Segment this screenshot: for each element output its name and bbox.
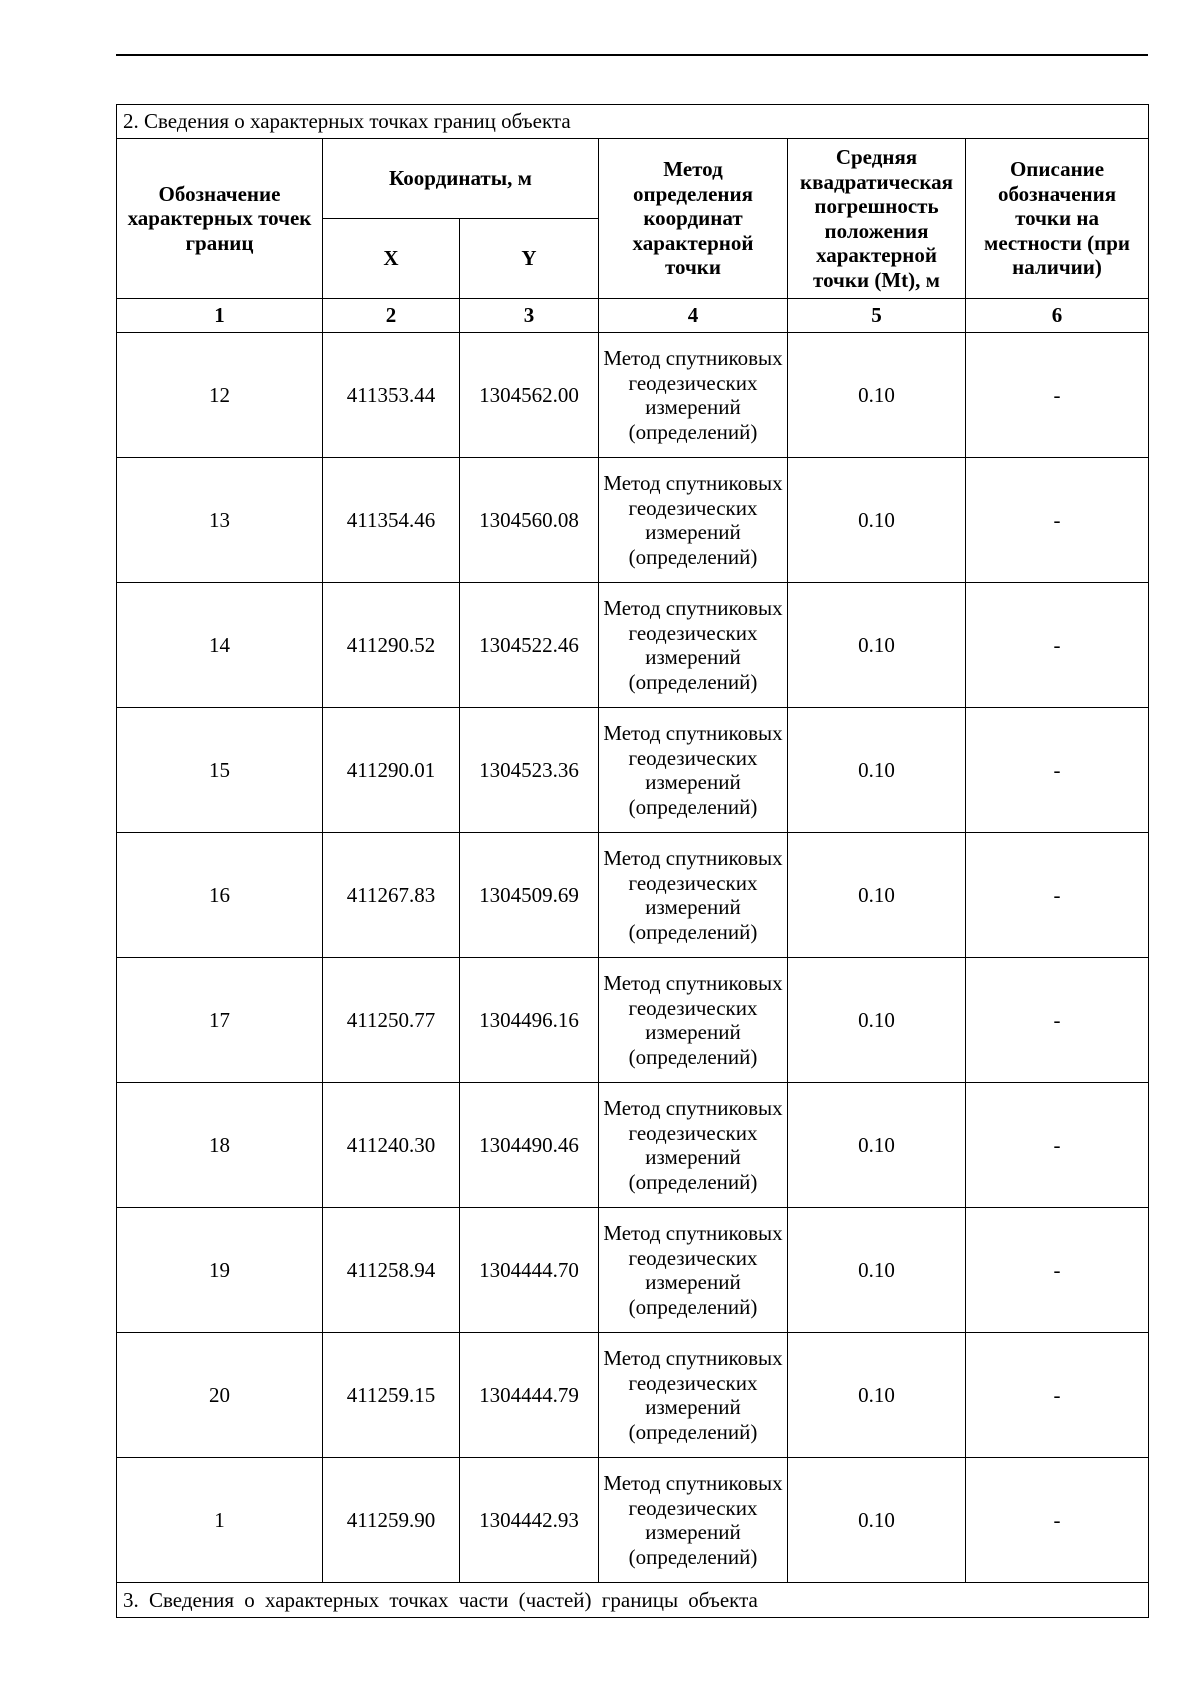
method-cell: Метод спутниковых геодезических измерений (определений)	[599, 1083, 788, 1208]
point-number-cell: 20	[117, 1333, 323, 1458]
table-row	[117, 708, 1149, 833]
header-method: Метод определения координат характерной точки	[599, 139, 788, 299]
description-cell: -	[966, 458, 1149, 583]
point-number-cell: 15	[117, 708, 323, 833]
top-rule	[116, 54, 1148, 56]
x-coordinate-cell: 411267.83	[323, 833, 460, 958]
method-cell: Метод спутниковых геодезических измерений (определений)	[599, 833, 788, 958]
x-coordinate-cell: 411259.15	[323, 1333, 460, 1458]
column-number: 6	[966, 299, 1149, 333]
x-coordinate-cell: 411354.46	[323, 458, 460, 583]
error-cell: 0.10	[788, 958, 966, 1083]
header-designation: Обозначение характерных точек границ	[117, 139, 323, 299]
point-number-cell: 1	[117, 1458, 323, 1583]
point-number-cell: 14	[117, 583, 323, 708]
method-cell: Метод спутниковых геодезических измерений (определений)	[599, 458, 788, 583]
description-cell: -	[966, 1208, 1149, 1333]
error-cell: 0.10	[788, 1208, 966, 1333]
method-cell: Метод спутниковых геодезических измерений (определений)	[599, 958, 788, 1083]
y-coordinate-cell: 1304509.69	[460, 833, 599, 958]
table-row	[117, 333, 1149, 458]
header-x: X	[323, 219, 460, 299]
error-cell: 0.10	[788, 1333, 966, 1458]
section-3-title: 3. Сведения о характерных точках части (частей) границы объекта	[117, 1583, 1149, 1618]
error-cell: 0.10	[788, 458, 966, 583]
x-coordinate-cell: 411258.94	[323, 1208, 460, 1333]
point-number-cell: 13	[117, 458, 323, 583]
y-coordinate-cell: 1304560.08	[460, 458, 599, 583]
description-cell: -	[966, 583, 1149, 708]
point-number-cell: 12	[117, 333, 323, 458]
error-cell: 0.10	[788, 708, 966, 833]
y-coordinate-cell: 1304490.46	[460, 1083, 599, 1208]
x-coordinate-cell: 411240.30	[323, 1083, 460, 1208]
column-number: 2	[323, 299, 460, 333]
error-cell: 0.10	[788, 333, 966, 458]
y-coordinate-cell: 1304442.93	[460, 1458, 599, 1583]
description-cell: -	[966, 1083, 1149, 1208]
header-y: Y	[460, 219, 599, 299]
method-cell: Метод спутниковых геодезических измерений (определений)	[599, 1208, 788, 1333]
header-coordinates: Координаты, м	[323, 139, 599, 219]
y-coordinate-cell: 1304522.46	[460, 583, 599, 708]
boundary-points-table	[116, 104, 1149, 1618]
description-cell: -	[966, 333, 1149, 458]
x-coordinate-cell: 411259.90	[323, 1458, 460, 1583]
method-cell: Метод спутниковых геодезических измерений (определений)	[599, 583, 788, 708]
column-number: 1	[117, 299, 323, 333]
method-cell: Метод спутниковых геодезических измерений (определений)	[599, 333, 788, 458]
column-number: 4	[599, 299, 788, 333]
table-row	[117, 1458, 1149, 1583]
description-cell: -	[966, 833, 1149, 958]
table-row	[117, 833, 1149, 958]
table-row	[117, 958, 1149, 1083]
description-cell: -	[966, 708, 1149, 833]
table-row	[117, 583, 1149, 708]
method-cell: Метод спутниковых геодезических измерений (определений)	[599, 1458, 788, 1583]
method-cell: Метод спутниковых геодезических измерений (определений)	[599, 1333, 788, 1458]
point-number-cell: 19	[117, 1208, 323, 1333]
x-coordinate-cell: 411353.44	[323, 333, 460, 458]
y-coordinate-cell: 1304562.00	[460, 333, 599, 458]
method-cell: Метод спутниковых геодезических измерений (определений)	[599, 708, 788, 833]
error-cell: 0.10	[788, 1083, 966, 1208]
table-row	[117, 1208, 1149, 1333]
point-number-cell: 17	[117, 958, 323, 1083]
y-coordinate-cell: 1304444.70	[460, 1208, 599, 1333]
point-number-cell: 18	[117, 1083, 323, 1208]
x-coordinate-cell: 411290.01	[323, 708, 460, 833]
column-number: 3	[460, 299, 599, 333]
x-coordinate-cell: 411250.77	[323, 958, 460, 1083]
error-cell: 0.10	[788, 583, 966, 708]
y-coordinate-cell: 1304496.16	[460, 958, 599, 1083]
y-coordinate-cell: 1304523.36	[460, 708, 599, 833]
error-cell: 0.10	[788, 1458, 966, 1583]
description-cell: -	[966, 1458, 1149, 1583]
point-number-cell: 16	[117, 833, 323, 958]
error-cell: 0.10	[788, 833, 966, 958]
header-error: Средняя квадратическая погрешность положения характерной точки (Mt), м	[788, 139, 966, 299]
description-cell: -	[966, 958, 1149, 1083]
column-number-row	[117, 299, 1149, 333]
description-cell: -	[966, 1333, 1149, 1458]
table-row	[117, 1333, 1149, 1458]
y-coordinate-cell: 1304444.79	[460, 1333, 599, 1458]
column-number: 5	[788, 299, 966, 333]
section-2-title: 2. Сведения о характерных точках границ объекта	[117, 105, 1149, 139]
table-row	[117, 1083, 1149, 1208]
table-row	[117, 458, 1149, 583]
x-coordinate-cell: 411290.52	[323, 583, 460, 708]
header-description: Описание обозначения точки на местности (при наличии)	[966, 139, 1149, 299]
